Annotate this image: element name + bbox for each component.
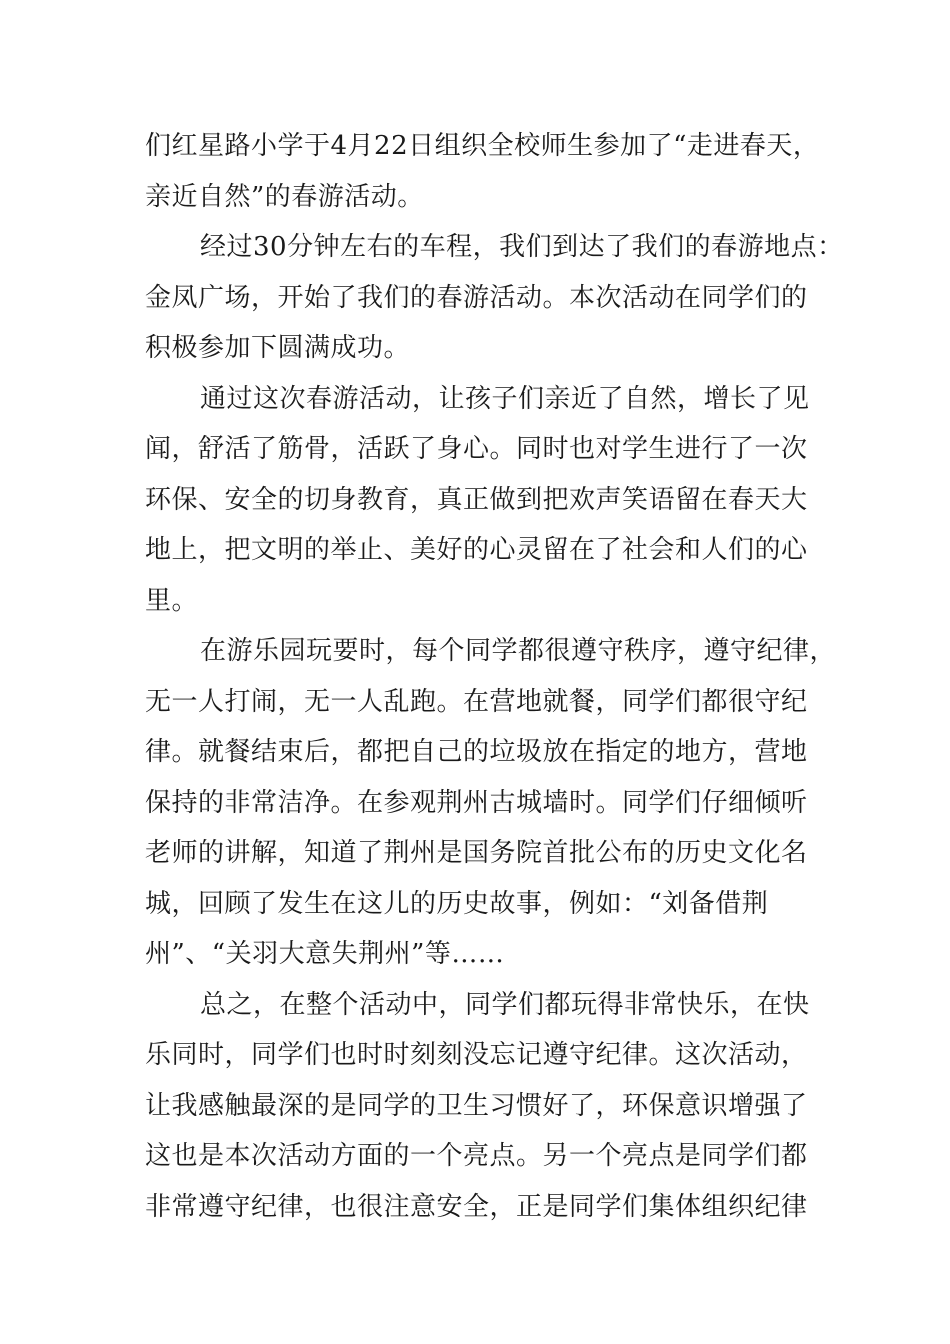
text-line: 非常遵守纪律，也很注意安全，正是同学们集体组织纪律 (145, 1191, 808, 1222)
text-line: 通过这次春游活动，让孩子们亲近了自然，增长了见 (200, 383, 810, 414)
text-line: 里。 (145, 585, 199, 616)
text-line: 州”、“关羽大意失荆州”等…… (145, 939, 505, 969)
text-line: 这也是本次活动方面的一个亮点。另一个亮点是同学们都 (145, 1141, 808, 1171)
text-line: 无一人打闹，无一人乱跑。在营地就餐，同学们都很守纪 (145, 686, 808, 717)
text-line: 亲近自然”的春游活动。 (145, 181, 424, 212)
text-line: 闻，舒活了筋骨，活跃了身心。同时也对学生进行了一次 (145, 434, 808, 464)
text-line: 们红星路小学于4月22日组织全校师生参加了“走进春天， (145, 131, 820, 161)
text-line: 环保、安全的切身教育，真正做到把欢声笑语留在春天大 (145, 484, 808, 515)
body-text (145, 121, 844, 1232)
text-line: 总之，在整个活动中，同学们都玩得非常快乐，在快 (200, 989, 810, 1020)
text-line: 城，回顾了发生在这儿的历史故事，例如：“刘备借荆 (145, 888, 769, 919)
text-line: 地上，把文明的举止、美好的心灵留在了社会和人们的心 (145, 535, 808, 565)
text-line: 老师的讲解，知道了荆州是国务院首批公布的历史文化名 (145, 838, 808, 868)
text-line: 保持的非常洁净。在参观荆州古城墙时。同学们仔细倾听 (145, 787, 808, 818)
text-line: 律。就餐结束后，都把自己的垃圾放在指定的地方，营地 (145, 737, 808, 767)
text-line: 乐同时，同学们也时时刻刻没忘记遵守纪律。这次活动， (145, 1040, 808, 1070)
text-line: 积极参加下圆满成功。 (145, 333, 411, 363)
text-line: 金凤广场，开始了我们的春游活动。本次活动在同学们的 (145, 282, 808, 313)
text-line: 经过30分钟左右的车程，我们到达了我们的春游地点： (200, 232, 844, 262)
text-line: 让我感触最深的是同学的卫生习惯好了，环保意识增强了 (145, 1090, 808, 1121)
text-line: 在游乐园玩要时，每个同学都很遵守秩序，遵守纪律， (200, 636, 837, 666)
